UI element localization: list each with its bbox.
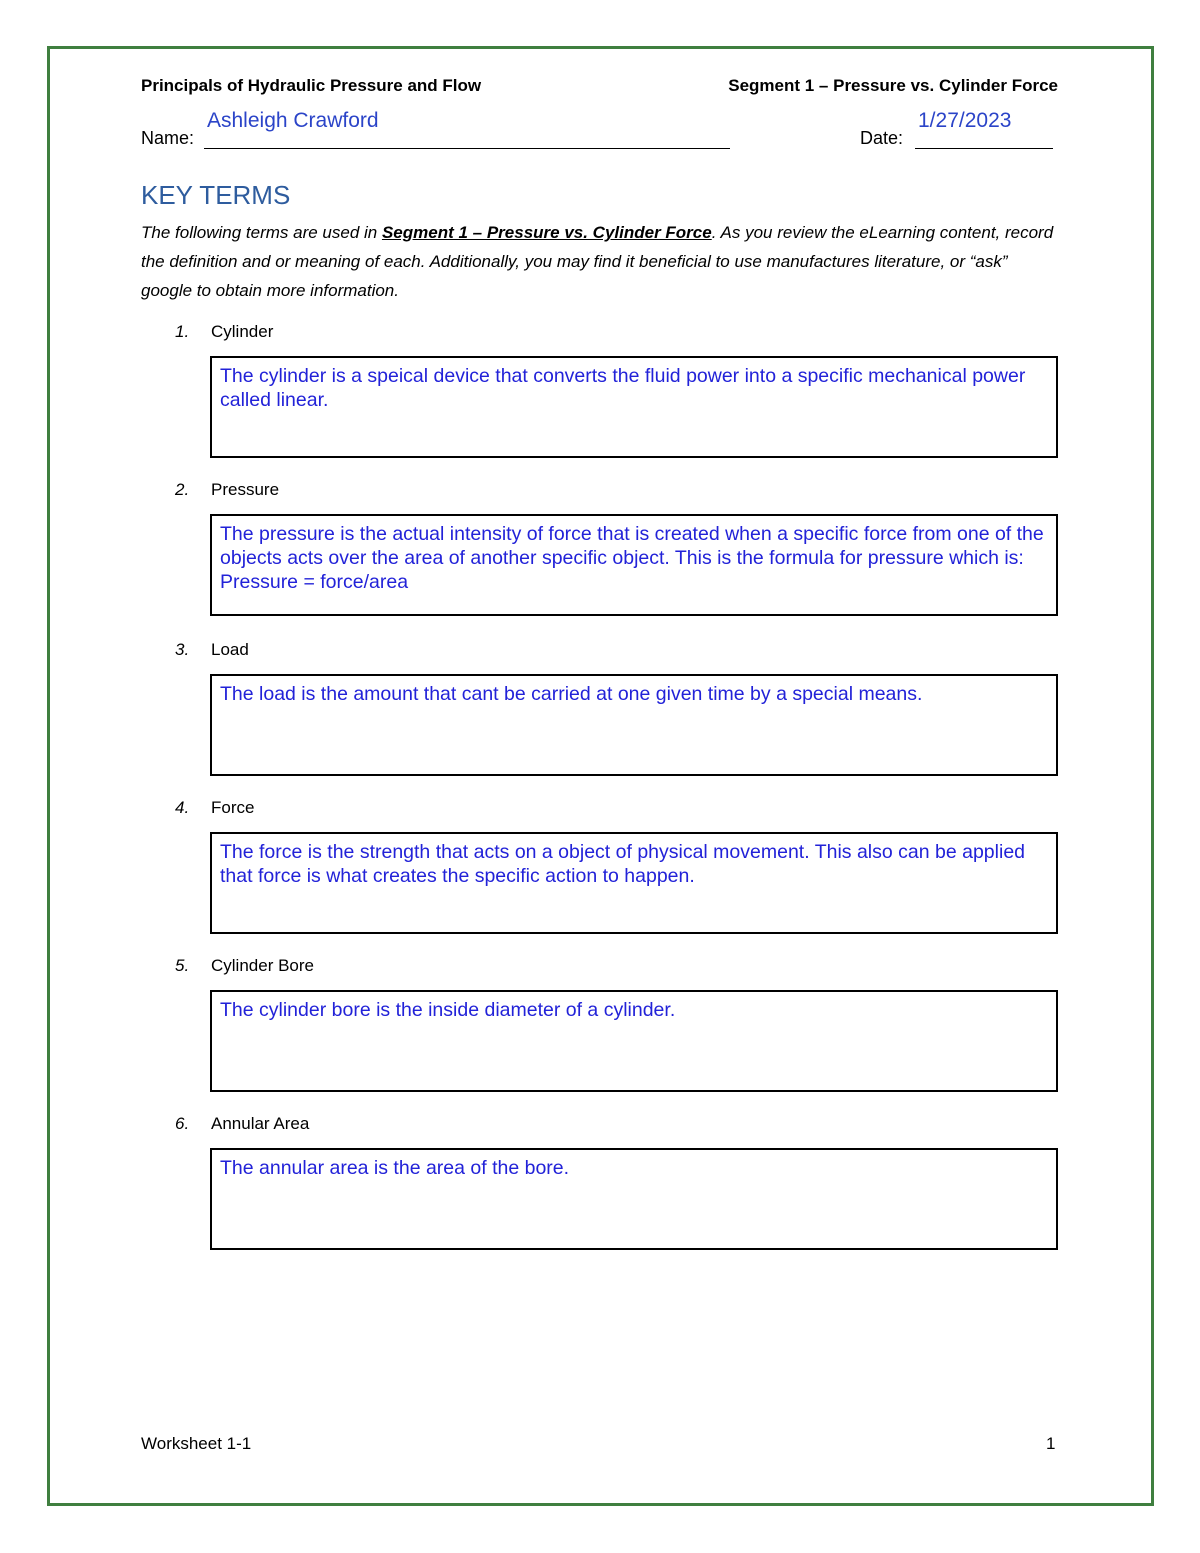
instructions (141, 218, 1061, 305)
term-item (0, 480, 1200, 630)
term-title: Force (211, 798, 255, 817)
date-underline (915, 148, 1053, 149)
term-number: 3. (175, 640, 190, 659)
term-item (0, 798, 1200, 948)
answer-box[interactable]: The pressure is the actual intensity of force that is created when a specific force from one of the objects acts over the area of another specific object. This is the formula for pressure which is: Pressure = force/area (210, 514, 1058, 616)
date-field[interactable]: 1/27/2023 (918, 109, 1012, 132)
name-underline (204, 148, 730, 149)
answer-box[interactable]: The cylinder is a speical device that converts the fluid power into a specific mechanical power called linear. (210, 356, 1058, 458)
date-label: Date: (860, 128, 904, 148)
term-title: Cylinder (211, 322, 274, 341)
name-label: Name: (141, 128, 195, 148)
answer-box[interactable]: The load is the amount that cant be carried at one given time by a special means. (210, 674, 1058, 776)
answer-box[interactable]: The annular area is the area of the bore. (210, 1148, 1058, 1250)
page-number: 1 (1046, 1434, 1056, 1453)
term-title: Cylinder Bore (211, 956, 314, 975)
term-title: Load (211, 640, 249, 659)
term-item (0, 322, 1200, 472)
name-field[interactable]: Ashleigh Crawford (207, 109, 379, 132)
term-item (0, 956, 1200, 1106)
footer-worksheet-label: Worksheet 1-1 (141, 1434, 252, 1453)
intro-text-end: . As you review the eLearning content, record the definition and or meaning of each. Additionally, you may find it beneficial to use manufactures literature, or “ask” google to obtain more information. (141, 223, 1054, 300)
header-segment-title: Segment 1 – Pressure vs. Cylinder Force (728, 76, 1058, 95)
term-title: Annular Area (211, 1114, 310, 1133)
intro-text-start: The following terms are used in (141, 223, 382, 242)
term-title: Pressure (211, 480, 280, 499)
term-number: 2. (175, 480, 190, 499)
answer-box[interactable]: The force is the strength that acts on a object of physical movement. This also can be applied that force is what creates the specific action to happen. (210, 832, 1058, 934)
answer-box[interactable]: The cylinder bore is the inside diameter of a cylinder. (210, 990, 1058, 1092)
term-number: 6. (175, 1114, 190, 1133)
term-item (0, 1114, 1200, 1264)
segment-reference: Segment 1 – Pressure vs. Cylinder Force (381, 223, 712, 242)
term-number: 5. (175, 956, 190, 975)
term-item (0, 640, 1200, 790)
term-number: 4. (175, 798, 190, 817)
section-heading: KEY TERMS (141, 180, 291, 210)
term-number: 1. (175, 322, 190, 341)
header-course-title: Principals of Hydraulic Pressure and Flow (141, 76, 482, 95)
